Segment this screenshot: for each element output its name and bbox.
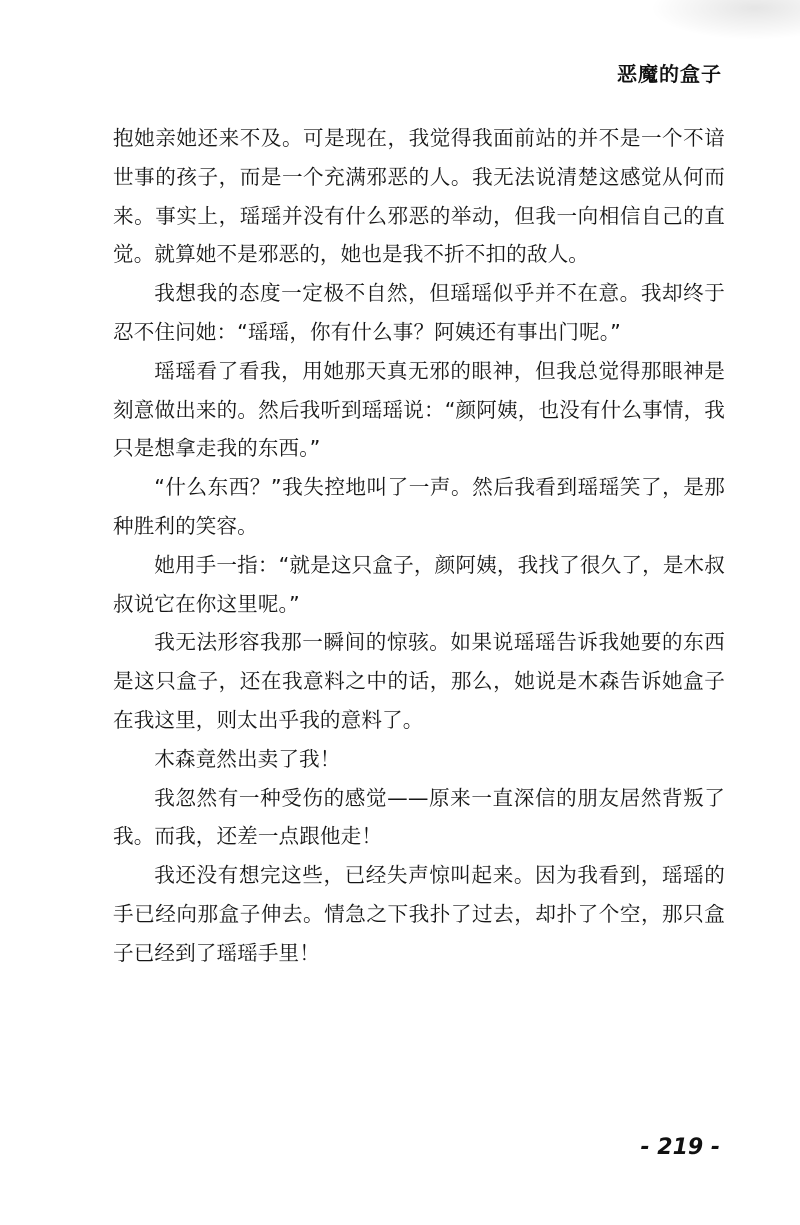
page-number: - 219 - [640, 1135, 720, 1160]
body-text [113, 119, 725, 973]
paragraph: 木森竟然出卖了我！ [154, 746, 341, 771]
paragraph: 她用手一指：“就是这只盒子，颜阿姨，我找了很久了，是木叔叔说它在你这里呢。” [113, 552, 725, 616]
paragraph: 我还没有想完这些，已经失声惊叫起来。因为我看到，瑶瑶的手已经向那盒子伸去。情急之下我扑了过去，却扑了个空，那只盒子已经到了瑶瑶手里！ [113, 863, 725, 965]
paragraph: 我想我的态度一定极不自然，但瑶瑶似乎并不在意。我却终于忍不住问她：“瑶瑶，你有什么事？阿姨还有事出门呢。” [113, 281, 725, 344]
paragraph: 我忽然有一种受伤的感觉——原来一直深信的朋友居然背叛了我。而我，还差一点跟他走！ [113, 785, 725, 849]
paragraph: 抱她亲她还来不及。可是现在，我觉得我面前站的并不是一个不谙世事的孩子，而是一个充满邪恶的人。我无法说清楚这感觉从何而来。事实上，瑶瑶并没有什么邪恶的举动，但我一向相信自己的直觉。就算她不是邪恶的，她也是我不折不扣的敌人。 [113, 126, 725, 267]
paragraph: “什么东西？”我失控地叫了一声。然后我看到瑶瑶笑了，是那种胜利的笑容。 [113, 475, 725, 538]
scan-smudge [650, 0, 800, 40]
paragraph: 我无法形容我那一瞬间的惊骇。如果说瑶瑶告诉我她要的东西是这只盒子，还在我意料之中的话，那么，她说是木森告诉她盒子在我这里，则太出乎我的意料了。 [113, 630, 725, 732]
running-title: 恶魔的盒子 [617, 62, 722, 86]
paragraph: 瑶瑶看了看我，用她那天真无邪的眼神，但我总觉得那眼神是刻意做出来的。然后我听到瑶瑶说：“颜阿姨，也没有什么事情，我只是想拿走我的东西。” [113, 358, 725, 461]
